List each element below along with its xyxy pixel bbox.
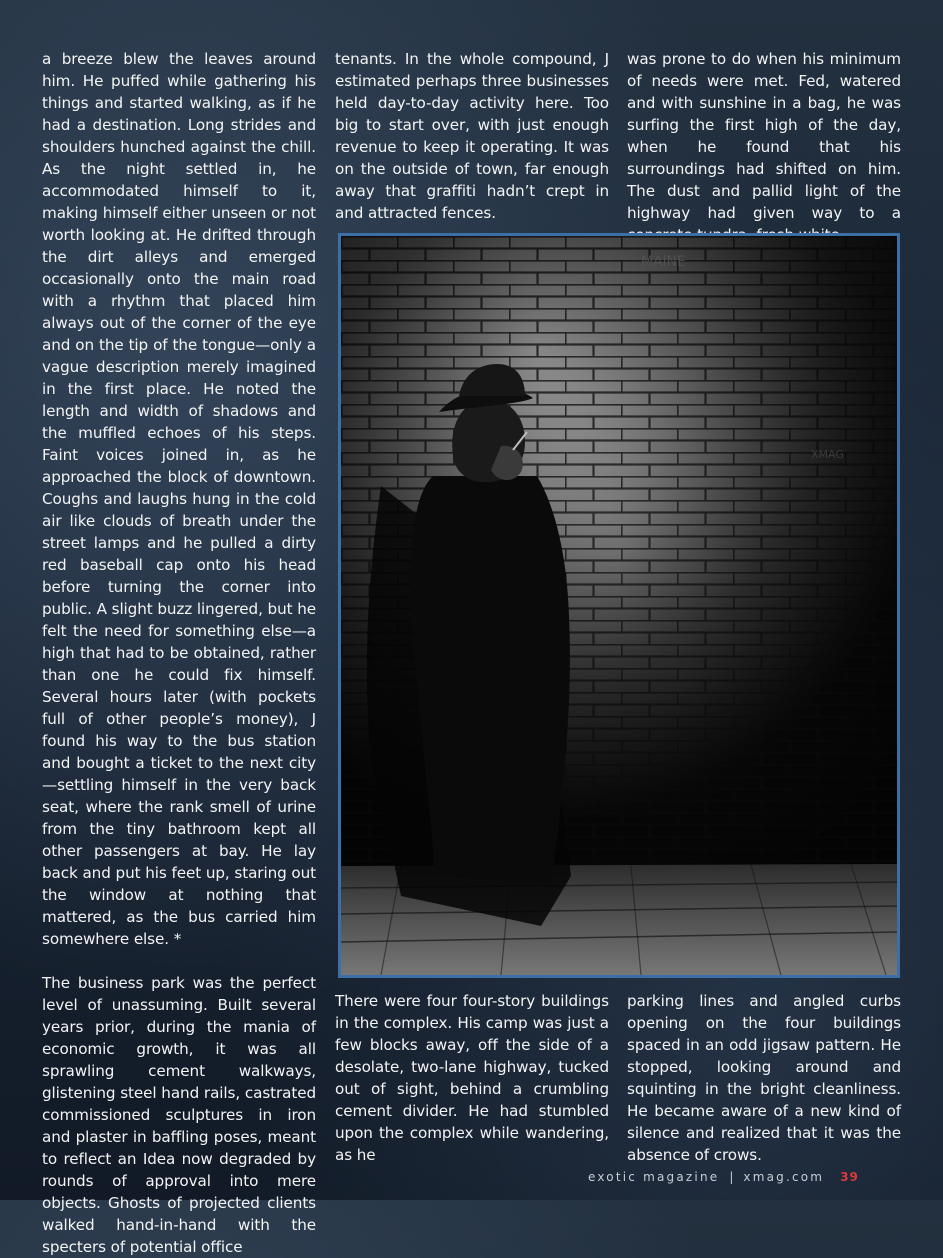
wall-graffiti-mark: MAlNE [641,254,686,270]
article-column-2-bottom [335,990,609,1166]
article-paragraph: tenants. In the whole compound, J estimated perhaps three businesses held day-to-day activity here. Too big to start over, with just enough revenue to keep it operating. It was on the outside of town, far enough away that graffiti hadn’t crept in and attracted fences. [335,50,609,222]
article-paragraph: a breeze blew the leaves around him. He puffed while gathering his things and started walking, as if he had a destination. Long strides and shoulders hunched against the chill. As the night settled in, he accommodated himself to it, making himself either unseen or not worth looking at. He drifted through the dirt alleys and emerged occasionally onto the main road with a rhythm that placed him always out of the corner of the eye and on the tip of the tongue—only a vague description merely imagined in the first place. He noted the length and width of shadows and the muffled echoes of his steps. Faint voices joined in, as he approached the block of downtown. Coughs and laughs hung in the cold air like clouds of breath under the street lamps and he pulled a dirty red baseball cap onto his head before turning the corner into public. A slight buzz lingered, but he felt the need for something else—a high that had to be obtained, rather than one he could fix himself. Several hours later (with pockets full of other people’s money), J found his way to the bus station and bought a ticket to the next city—settling himself in the very back seat, where the rank smell of urine from the tiny bathroom kept all other passengers at bay. He lay back and put his feet up, staring out the window at nothing that mattered, as the bus carried him somewhere else. * [42,50,316,948]
page-footer [588,1170,908,1188]
footer-website: xmag.com [743,1170,825,1184]
article-column-1 [42,48,316,1258]
footer-magazine-name: exotic magazine [588,1170,720,1184]
article-paragraph: There were four four-story buildings in the complex. His camp was just a few blocks away, off the side of a desolate, two-lane highway, tucked out of sight, behind a crumbling cement divider. He had stumbled upon the complex while wandering, as he [335,992,609,1164]
article-paragraph: was prone to do when his minimum of needs were met. Fed, watered and with sunshine in a bag, he was surfing the first high of the day, when he found that his surroundings had shifted on him. The dust and pallid light of the highway had given way to a [627,50,901,222]
noir-man-photo [338,233,900,978]
article-column-3-bottom [627,990,901,1166]
article-paragraph: parking lines and angled curbs opening on the four buildings spaced in an odd jigsaw pattern. He stopped, looking around and squinting in the bright cleanliness. He became aware of a new kind of silence and realized that it was the absence of crows. [627,992,901,1164]
article-column-2-top [335,48,609,224]
article-paragraph: The business park was the perfect level of unassuming. Built several years prior, during the mania of economic growth, it was all sprawling cement walkways, glistening steel hand rails, castrated commissioned sculptures in iron and plaster in baffling poses, meant to reflect an Idea now degraded by rounds of approval into mere objects. Ghosts of projected clients walked hand-in-hand with the specters of potential office [42,974,316,1256]
page-number: 39 [840,1170,859,1184]
wall-graffiti-mark: XMAG [811,448,844,461]
article-column-3-top [627,48,901,246]
footer-separator: | [729,1170,734,1184]
photo-illustration [341,236,897,975]
